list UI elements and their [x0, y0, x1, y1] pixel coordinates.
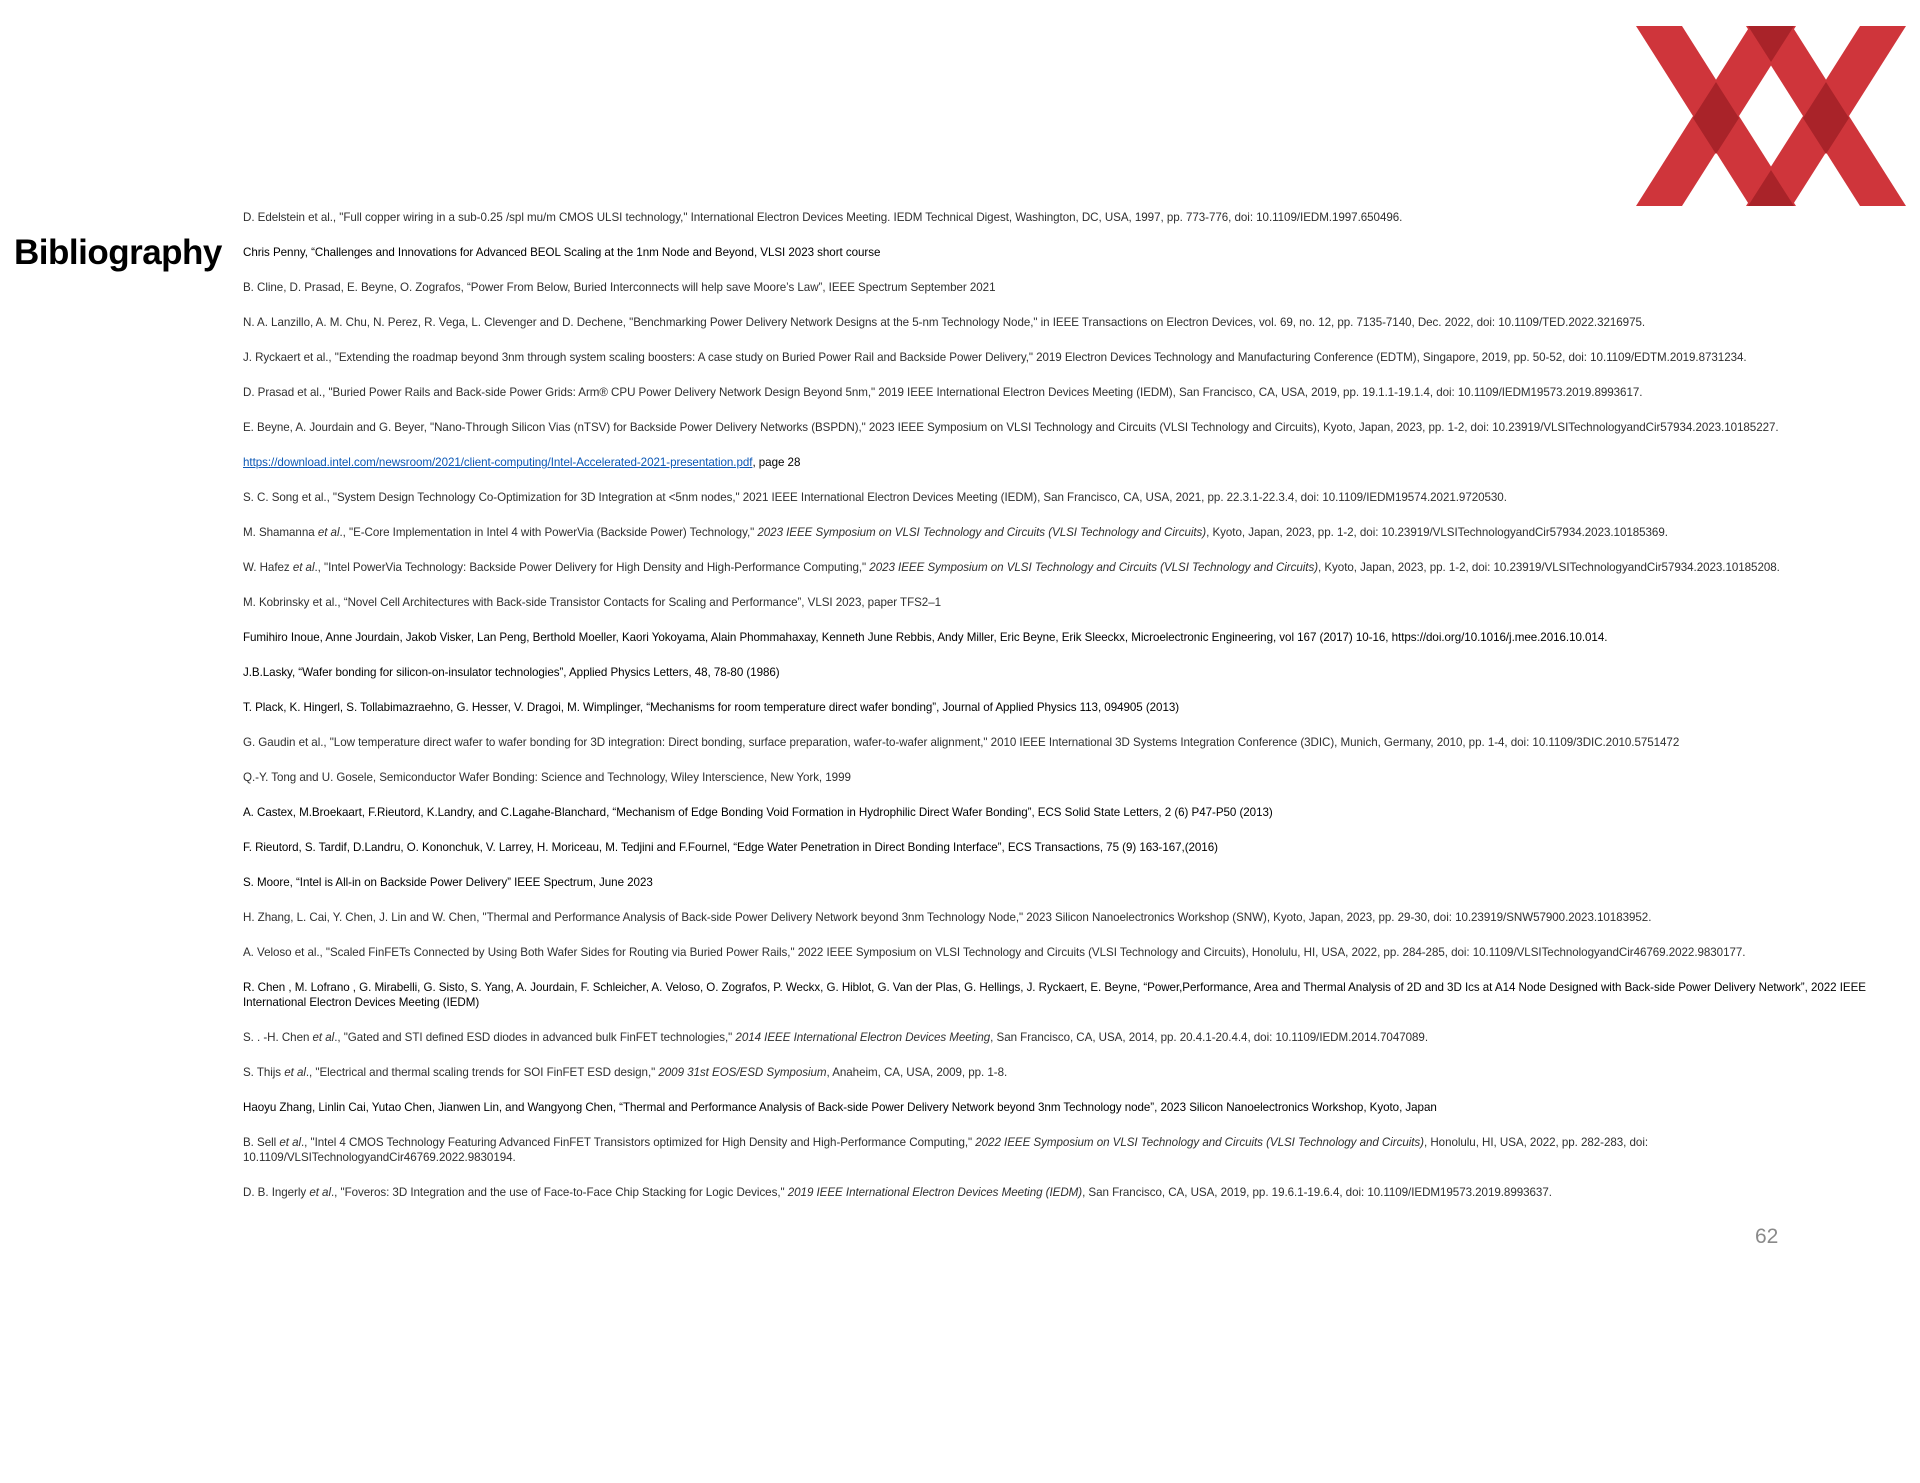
reference-text: J. Ryckaert et al., "Extending the roadmap beyond 3nm through system scaling boosters: A case study on Buried Power Rail and Backside Power Delivery," 2019 Electron Devices Technology and Manufacturing Conference (EDTM), Singapore, 2019, pp. 50-52, doi: 10.1109/EDTM.2019.8731234.	[243, 351, 1747, 364]
reference-text: ., "Gated and STI defined ESD diodes in advanced bulk FinFET technologies,"	[334, 1031, 736, 1044]
reference-italic-text: 2014 IEEE International Electron Devices Meeting	[735, 1031, 991, 1044]
reference-italic-text: et al	[309, 1186, 331, 1199]
reference-text: S. C. Song et al., "System Design Technology Co-Optimization for 3D Integration at <5nm nodes," 2021 IEEE International Electron Devices Meeting (IEDM), San Francisco, CA, USA, 2021, pp. 22.3.1-22.3.4, doi: 10.1109/IEDM19574.2021.9720530.	[243, 491, 1507, 504]
reference-item	[243, 910, 1883, 925]
reference-text: N. A. Lanzillo, A. M. Chu, N. Perez, R. Vega, L. Clevenger and D. Dechene, "Benchmarking Power Delivery Network Designs at the 5-nm Technology Node," in IEEE Transactions on Electron Devices, vol. 69, no. 12, pp. 7135-7140, Dec. 2022, doi: 10.1109/TED.2022.3216975.	[243, 316, 1646, 329]
reference-text: ., "E-Core Implementation in Intel 4 with PowerVia (Backside Power) Technology,"	[339, 526, 758, 539]
reference-item	[243, 210, 1883, 225]
reference-text: E. Beyne, A. Jourdain and G. Beyer, "Nano-Through Silicon Vias (nTSV) for Backside Power Delivery Networks (BSPDN)," 2023 IEEE Symposium on VLSI Technology and Circuits (VLSI Technology and Circuits), Kyoto, Japan, 2023, pp. 1-2, doi: 10.23919/VLSITechnologyandCir57934.2023.10185227.	[243, 421, 1779, 434]
reference-list	[243, 210, 1883, 1220]
reference-italic-text: et al	[284, 1066, 306, 1079]
reference-item	[243, 525, 1883, 540]
reference-text: A. Castex, M.Broekaart, F.Rieutord, K.Landry, and C.Lagahe-Blanchard, “Mechanism of Edge Bonding Void Formation in Hydrophilic Direct Wafer Bonding”, ECS Solid State Letters, 2 (6) P47-P50 (2013)	[243, 806, 1273, 819]
reference-text: , San Francisco, CA, USA, 2019, pp. 19.6.1-19.6.4, doi: 10.1109/IEDM19573.2019.8993637.	[1082, 1186, 1552, 1199]
reference-item	[243, 1030, 1883, 1045]
page-number: 62	[1755, 1225, 1779, 1248]
reference-text: , San Francisco, CA, USA, 2014, pp. 20.4.1-20.4.4, doi: 10.1109/IEDM.2014.7047089.	[990, 1031, 1428, 1044]
reference-italic-text: et al	[312, 1031, 335, 1044]
reference-item	[243, 770, 1883, 785]
reference-item	[243, 980, 1883, 1010]
reference-item	[243, 735, 1883, 750]
reference-item	[243, 1100, 1883, 1115]
reference-italic-text: et al	[279, 1136, 302, 1149]
reference-item	[243, 385, 1883, 400]
reference-item	[243, 245, 1883, 260]
reference-text: G. Gaudin et al., "Low temperature direct wafer to wafer bonding for 3D integration: Direct bonding, surface preparation, wafer-to-wafer alignment," 2010 IEEE International 3D Systems Integration Conference (3DIC), Munich, Germany, 2010, pp. 1-4, doi: 10.1109/3DIC.2010.5751472	[243, 736, 1680, 749]
reference-text: S. Moore, “Intel is All-in on Backside Power Delivery” IEEE Spectrum, June 2023	[243, 876, 653, 889]
reference-text: Haoyu Zhang, Linlin Cai, Yutao Chen, Jianwen Lin, and Wangyong Chen, “Thermal and Performance Analysis of Back-side Power Delivery Network beyond 3nm Technology node”, 2023 Silicon Nanoelectronics Workshop, Kyoto, Japan	[243, 1101, 1437, 1114]
reference-item	[243, 595, 1883, 610]
reference-text: ., "Intel 4 CMOS Technology Featuring Advanced FinFET Transistors optimized for High Density and High-Performance Computing,"	[301, 1136, 976, 1149]
reference-text: S. Thijs	[243, 1066, 285, 1079]
reference-item	[243, 560, 1883, 575]
reference-text: ., "Intel PowerVia Technology: Backside Power Delivery for High Density and High-Performance Computing,"	[314, 561, 870, 574]
reference-item	[243, 840, 1883, 855]
reference-text: B. Cline, D. Prasad, E. Beyne, O. Zografos, “Power From Below, Buried Interconnects will help save Moore’s Law”, IEEE Spectrum September 2021	[243, 281, 996, 294]
reference-italic-text: 2022 IEEE Symposium on VLSI Technology and Circuits (VLSI Technology and Circuits)	[975, 1136, 1424, 1149]
reference-text: A. Veloso et al., "Scaled FinFETs Connected by Using Both Wafer Sides for Routing via Buried Power Rails," 2022 IEEE Symposium on VLSI Technology and Circuits (VLSI Technology and Circuits), Honolulu, HI, USA, 2022, pp. 284-285, doi: 10.1109/VLSITechnologyandCir46769.2022.9830177.	[243, 946, 1746, 959]
reference-text: D. Prasad et al., "Buried Power Rails and Back-side Power Grids: Arm® CPU Power Delivery Network Design Beyond 5nm," 2019 IEEE International Electron Devices Meeting (IEDM), San Francisco, CA, USA, 2019, pp. 19.1.1-19.1.4, doi: 10.1109/IEDM19573.2019.8993617.	[243, 386, 1643, 399]
reference-text: F. Rieutord, S. Tardif, D.Landru, O. Kononchuk, V. Larrey, H. Moriceau, M. Tedjini and F.Fournel, “Edge Water Penetration in Direct Bonding Interface”, ECS Transactions, 75 (9) 163-167,(2016)	[243, 841, 1218, 854]
reference-item	[243, 945, 1883, 960]
reference-item	[243, 1065, 1883, 1080]
reference-item	[243, 315, 1883, 330]
reference-text: S. . -H. Chen	[243, 1031, 313, 1044]
reference-item	[243, 805, 1883, 820]
reference-text: , Kyoto, Japan, 2023, pp. 1-2, doi: 10.23919/VLSITechnologyandCir57934.2023.10185208.	[1318, 561, 1780, 574]
reference-link[interactable]: https://download.intel.com/newsroom/2021/client-computing/Intel-Accelerated-2021-presentation.pdf	[243, 456, 753, 469]
reference-item	[243, 630, 1883, 645]
reference-italic-text: 2023 IEEE Symposium on VLSI Technology and Circuits (VLSI Technology and Circuits)	[869, 561, 1319, 574]
reference-text: D. Edelstein et al., "Full copper wiring in a sub-0.25 /spl mu/m CMOS ULSI technology," International Electron Devices Meeting. IEDM Technical Digest, Washington, DC, USA, 1997, pp. 773-776, doi: 10.1109/IEDM.1997.650496.	[243, 211, 1403, 224]
reference-item	[243, 490, 1883, 505]
reference-text: Fumihiro Inoue, Anne Jourdain, Jakob Visker, Lan Peng, Berthold Moeller, Kaori Yokoyama, Alain Phommahaxay, Kenneth June Rebbis, Andy Miller, Eric Beyne, Erik Sleeckx, Microelectronic Engineering, vol 167 (2017) 10-16, https://doi.org/10.1016/j.mee.2016.10.014.	[243, 631, 1608, 644]
reference-text: Q.-Y. Tong and U. Gosele, Semiconductor Wafer Bonding: Science and Technology, Wiley Interscience, New York, 1999	[243, 771, 851, 784]
reference-text: ., "Foveros: 3D Integration and the use of Face-to-Face Chip Stacking for Logic Devices,"	[330, 1186, 788, 1199]
reference-item	[243, 280, 1883, 295]
page-title: Bibliography	[14, 233, 222, 272]
reference-text: M. Shamanna	[243, 526, 318, 539]
reference-text: R. Chen , M. Lofrano , G. Mirabelli, G. Sisto, S. Yang, A. Jourdain, F. Schleicher, A. Veloso, O. Zografos, P. Weckx, G. Hiblot, G. Van der Plas, G. Hellings, J. Ryckaert, E. Beyne, “Power,Performance, Area and Thermal Analysis of 2D and 3D Ics at A14 Node Designed with Back-side Power Delivery Network”, 2022 IEEE International Electron Devices Meeting (IEDM)	[243, 981, 1866, 1009]
reference-text: ., "Electrical and thermal scaling trends for SOI FinFET ESD design,"	[305, 1066, 659, 1079]
reference-item	[243, 350, 1883, 365]
reference-text: , Kyoto, Japan, 2023, pp. 1-2, doi: 10.23919/VLSITechnologyandCir57934.2023.10185369.	[1206, 526, 1668, 539]
reference-text: D. B. Ingerly	[243, 1186, 310, 1199]
logo-icon	[1636, 26, 1906, 206]
reference-text: Chris Penny, “Challenges and Innovations for Advanced BEOL Scaling at the 1nm Node and Beyond, VLSI 2023 short course	[243, 246, 881, 259]
reference-item	[243, 1135, 1883, 1165]
reference-italic-text: et al	[292, 561, 315, 574]
reference-item	[243, 420, 1883, 435]
reference-text: J.B.Lasky, “Wafer bonding for silicon-on-insulator technologies”, Applied Physics Letters, 48, 78-80 (1986)	[243, 666, 780, 679]
reference-italic-text: et al	[317, 526, 340, 539]
reference-text: , Honolulu, HI, USA, 2022, pp. 282-283, doi: 10.1109/VLSITechnologyandCir46769.2022.9830194.	[243, 1136, 1649, 1164]
reference-text: W. Hafez	[243, 561, 293, 574]
reference-text: , page 28	[752, 456, 801, 469]
reference-italic-text: 2023 IEEE Symposium on VLSI Technology and Circuits (VLSI Technology and Circuits)	[757, 526, 1207, 539]
reference-item	[243, 700, 1883, 715]
reference-text: B. Sell	[243, 1136, 280, 1149]
reference-italic-text: 2019 IEEE International Electron Devices Meeting (IEDM)	[787, 1186, 1083, 1199]
reference-text: M. Kobrinsky et al., “Novel Cell Architectures with Back-side Transistor Contacts for Scaling and Performance”, VLSI 2023, paper TFS2–1	[243, 596, 941, 609]
reference-text: H. Zhang, L. Cai, Y. Chen, J. Lin and W. Chen, "Thermal and Performance Analysis of Back-side Power Delivery Network beyond 3nm Technology Node," 2023 Silicon Nanoelectronics Workshop (SNW), Kyoto, Japan, 2023, pp. 29-30, doi: 10.23919/SNW57900.2023.10183952.	[243, 911, 1652, 924]
reference-text: T. Plack, K. Hingerl, S. Tollabimazraehno, G. Hesser, V. Dragoi, M. Wimplinger, “Mechanisms for room temperature direct wafer bonding”, Journal of Applied Physics 113, 094905 (2013)	[243, 701, 1180, 714]
reference-italic-text: 2009 31st EOS/ESD Symposium	[658, 1066, 827, 1079]
reference-item	[243, 455, 1883, 470]
reference-item	[243, 665, 1883, 680]
reference-item	[243, 1185, 1883, 1200]
reference-item	[243, 875, 1883, 890]
reference-text: , Anaheim, CA, USA, 2009, pp. 1-8.	[826, 1066, 1008, 1079]
